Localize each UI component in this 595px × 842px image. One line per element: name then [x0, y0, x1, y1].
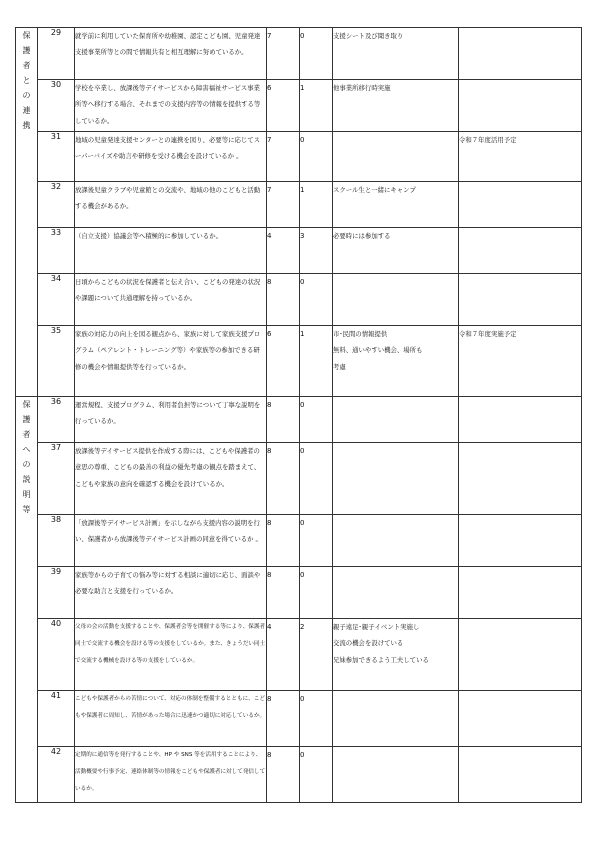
group-label-char: の: [22, 460, 31, 469]
no-count: 1: [300, 182, 333, 228]
table-row: [16, 28, 582, 80]
group-label-char: 者: [22, 430, 31, 439]
yes-count: 6: [267, 326, 300, 397]
no-count: 1: [300, 326, 333, 397]
no-count: 0: [300, 515, 333, 567]
group-label-char: へ: [22, 445, 31, 454]
group-label-char: 携: [22, 121, 31, 130]
item-question: 放課後等デイサービス提供を作成する際には、こどもや保護者の意思の尊重、こどもの最善の利益の優先考慮の観点を踏まえて、こどもや家族の意向を確認する機会を設けているか。: [75, 443, 267, 515]
item-question: 日頃からこどもの状況を保護者と伝え合い、こどもの発達の状況や課題について共通理解を持っているか。: [75, 274, 267, 326]
improvement-plan: [459, 747, 582, 803]
remarks-line: 必要時には参加する: [333, 232, 391, 240]
no-count: 0: [300, 274, 333, 326]
table-row: [16, 274, 582, 326]
item-number: 31: [38, 132, 75, 182]
yes-count: 4: [267, 228, 300, 274]
group-label-char: 保: [22, 31, 31, 40]
improvement-plan: 令和７年度実施予定: [459, 326, 582, 397]
improvement-plan: [459, 228, 582, 274]
remarks-line: 無料、通いやすい機会、場所も: [333, 346, 423, 355]
group-label-char: 説: [22, 475, 31, 484]
table-row: [16, 80, 582, 132]
item-question: 放課後児童クラブや児童館との交流や、地域の他のこどもと活動する機会があるか。: [75, 182, 267, 228]
remarks-line: 市･民間の情報提供: [333, 330, 388, 338]
group-label-char: 護: [22, 415, 31, 424]
item-question: 運営規程、支援プログラム、利用者負担等について丁寧な説明を行っているか。: [75, 397, 267, 443]
item-question: （自立支援）協議会等へ積極的に参加しているか。: [75, 228, 267, 274]
group-label-cell-setsumei: [16, 397, 38, 803]
group-label-cell-renkei: [16, 28, 38, 397]
remarks-cell: [333, 515, 459, 567]
item-number: 41: [38, 691, 75, 747]
no-count: 0: [300, 567, 333, 619]
remarks-cell: [333, 132, 459, 182]
remarks-line: 兄妹参加できるよう工夫している: [333, 655, 429, 664]
remarks-cell: [333, 228, 459, 274]
no-count: 0: [300, 132, 333, 182]
item-number: 33: [38, 228, 75, 274]
remarks-line: 他事業所移行時実施: [333, 84, 391, 92]
group-label-char: 保: [22, 400, 31, 409]
table-body: [16, 28, 582, 803]
group-label-renkei: [23, 28, 31, 133]
table-row: [16, 443, 582, 515]
remarks-cell: [333, 691, 459, 747]
improvement-plan: [459, 619, 582, 691]
remarks-cell: [333, 326, 459, 397]
no-count: 2: [300, 619, 333, 691]
item-question: 「放課後等デイサービス計画」を示しながら支援内容の説明を行い、保護者から放課後等デイサービス計画の同意を得ているか 。: [75, 515, 267, 567]
item-number: 40: [38, 619, 75, 691]
remarks-line: 支援シート及び聞き取り: [333, 32, 404, 40]
item-number: 29: [38, 28, 75, 80]
table-row: [16, 228, 582, 274]
improvement-plan: [459, 397, 582, 443]
remarks-cell: [333, 182, 459, 228]
no-count: 1: [300, 80, 333, 132]
improvement-plan: [459, 274, 582, 326]
item-number: 42: [38, 747, 75, 803]
improvement-plan: [459, 80, 582, 132]
group-label-char: 連: [22, 106, 31, 115]
remarks-cell: [333, 28, 459, 80]
item-question: 学校を卒業し、放課後等デイサービスから障害福祉サービス事業所等へ移行する場合、それまでの支援内容等の情報を提供する等しているか。: [75, 80, 267, 132]
table-row: [16, 397, 582, 443]
item-question: 父母の会の活動を支援することや、保護者会等を開催する等により、保護者同士で交流する機会を設ける等の支援をしているか。また、きょうだい同士で交流する機械を設ける等の支援をしているか。: [75, 619, 267, 691]
table-row: [16, 182, 582, 228]
remarks-cell: [333, 443, 459, 515]
remarks-line: スクール生と一緒にキャンプ: [333, 186, 416, 194]
table-row: [16, 619, 582, 691]
item-question: こどもや保護者からの苦情について、対応の体制を整備するとともに、こどもや保護者に周知し、苦情があった場合に迅速かつ適切に対応しているか。: [75, 691, 267, 747]
yes-count: 8: [267, 397, 300, 443]
remarks-cell: [333, 567, 459, 619]
no-count: 0: [300, 443, 333, 515]
remarks-cell: [333, 619, 459, 691]
item-number: 38: [38, 515, 75, 567]
no-count: 0: [300, 397, 333, 443]
remarks-cell: [333, 274, 459, 326]
no-count: 0: [300, 28, 333, 80]
evaluation-table: [15, 27, 582, 803]
table-row: [16, 515, 582, 567]
item-number: 34: [38, 274, 75, 326]
remarks-line: 考慮: [333, 362, 346, 371]
group-label-char: 明: [22, 490, 31, 499]
item-number: 30: [38, 80, 75, 132]
yes-count: 4: [267, 619, 300, 691]
no-count: 3: [300, 228, 333, 274]
item-number: 36: [38, 397, 75, 443]
item-number: 35: [38, 326, 75, 397]
improvement-plan: [459, 567, 582, 619]
item-number: 39: [38, 567, 75, 619]
no-count: 0: [300, 747, 333, 803]
improvement-plan: [459, 443, 582, 515]
group-label-char: 等: [22, 505, 31, 514]
yes-count: 8: [267, 443, 300, 515]
group-label-char: の: [22, 91, 31, 100]
improvement-plan: [459, 515, 582, 567]
remarks-cell: [333, 397, 459, 443]
improvement-plan: [459, 28, 582, 80]
improvement-plan: [459, 182, 582, 228]
group-label-char: 者: [22, 61, 31, 70]
item-question: 家族の対応力の向上を図る観点から、家族に対して家族支援プログラム（ペアレント・トレーニング等）や家族等の参加できる研修の機会や情報提供等を行っているか。: [75, 326, 267, 397]
remarks-cell: [333, 80, 459, 132]
remarks-line: 交流の機会を設けている: [333, 639, 404, 648]
group-label-char: 護: [22, 46, 31, 55]
no-count: 0: [300, 691, 333, 747]
item-question: 家族等からの子育ての悩み等に対する相談に適切に応じ、面談や必要な助言と支援を行っているか。: [75, 567, 267, 619]
table-row: [16, 326, 582, 397]
item-number: 37: [38, 443, 75, 515]
yes-count: 8: [267, 747, 300, 803]
yes-count: 8: [267, 274, 300, 326]
yes-count: 7: [267, 132, 300, 182]
table-row: [16, 132, 582, 182]
group-label-char: と: [22, 76, 31, 85]
yes-count: 7: [267, 28, 300, 80]
item-number: 32: [38, 182, 75, 228]
remarks-cell: [333, 747, 459, 803]
remarks-line: 親子遠足･親子イベント実施し: [333, 623, 420, 631]
yes-count: 8: [267, 691, 300, 747]
table-row: [16, 567, 582, 619]
yes-count: 8: [267, 567, 300, 619]
item-question: 就学前に利用していた保育所や幼稚園、認定こども園、児童発達支援事業所等との間で情報共有と相互理解に努めているか。: [75, 28, 267, 80]
improvement-plan: 令和７年度活用予定: [459, 132, 582, 182]
table-row: [16, 691, 582, 747]
item-question: 定期的に通信等を発行することや、HP や SNS 等を活用することにより、活動概要や行事予定、連絡体制等の情報をこどもや保護者に対して発信しているか。: [75, 747, 267, 803]
improvement-plan: [459, 691, 582, 747]
item-question: 地域の児童発達支援センターとの連携を図り、必要等に応じてスーパーバイズや助言や研修を受ける機会を設けているか 。: [75, 132, 267, 182]
table-row: [16, 747, 582, 803]
yes-count: 8: [267, 515, 300, 567]
yes-count: 6: [267, 80, 300, 132]
group-label-setsumei: [23, 397, 31, 517]
yes-count: 7: [267, 182, 300, 228]
